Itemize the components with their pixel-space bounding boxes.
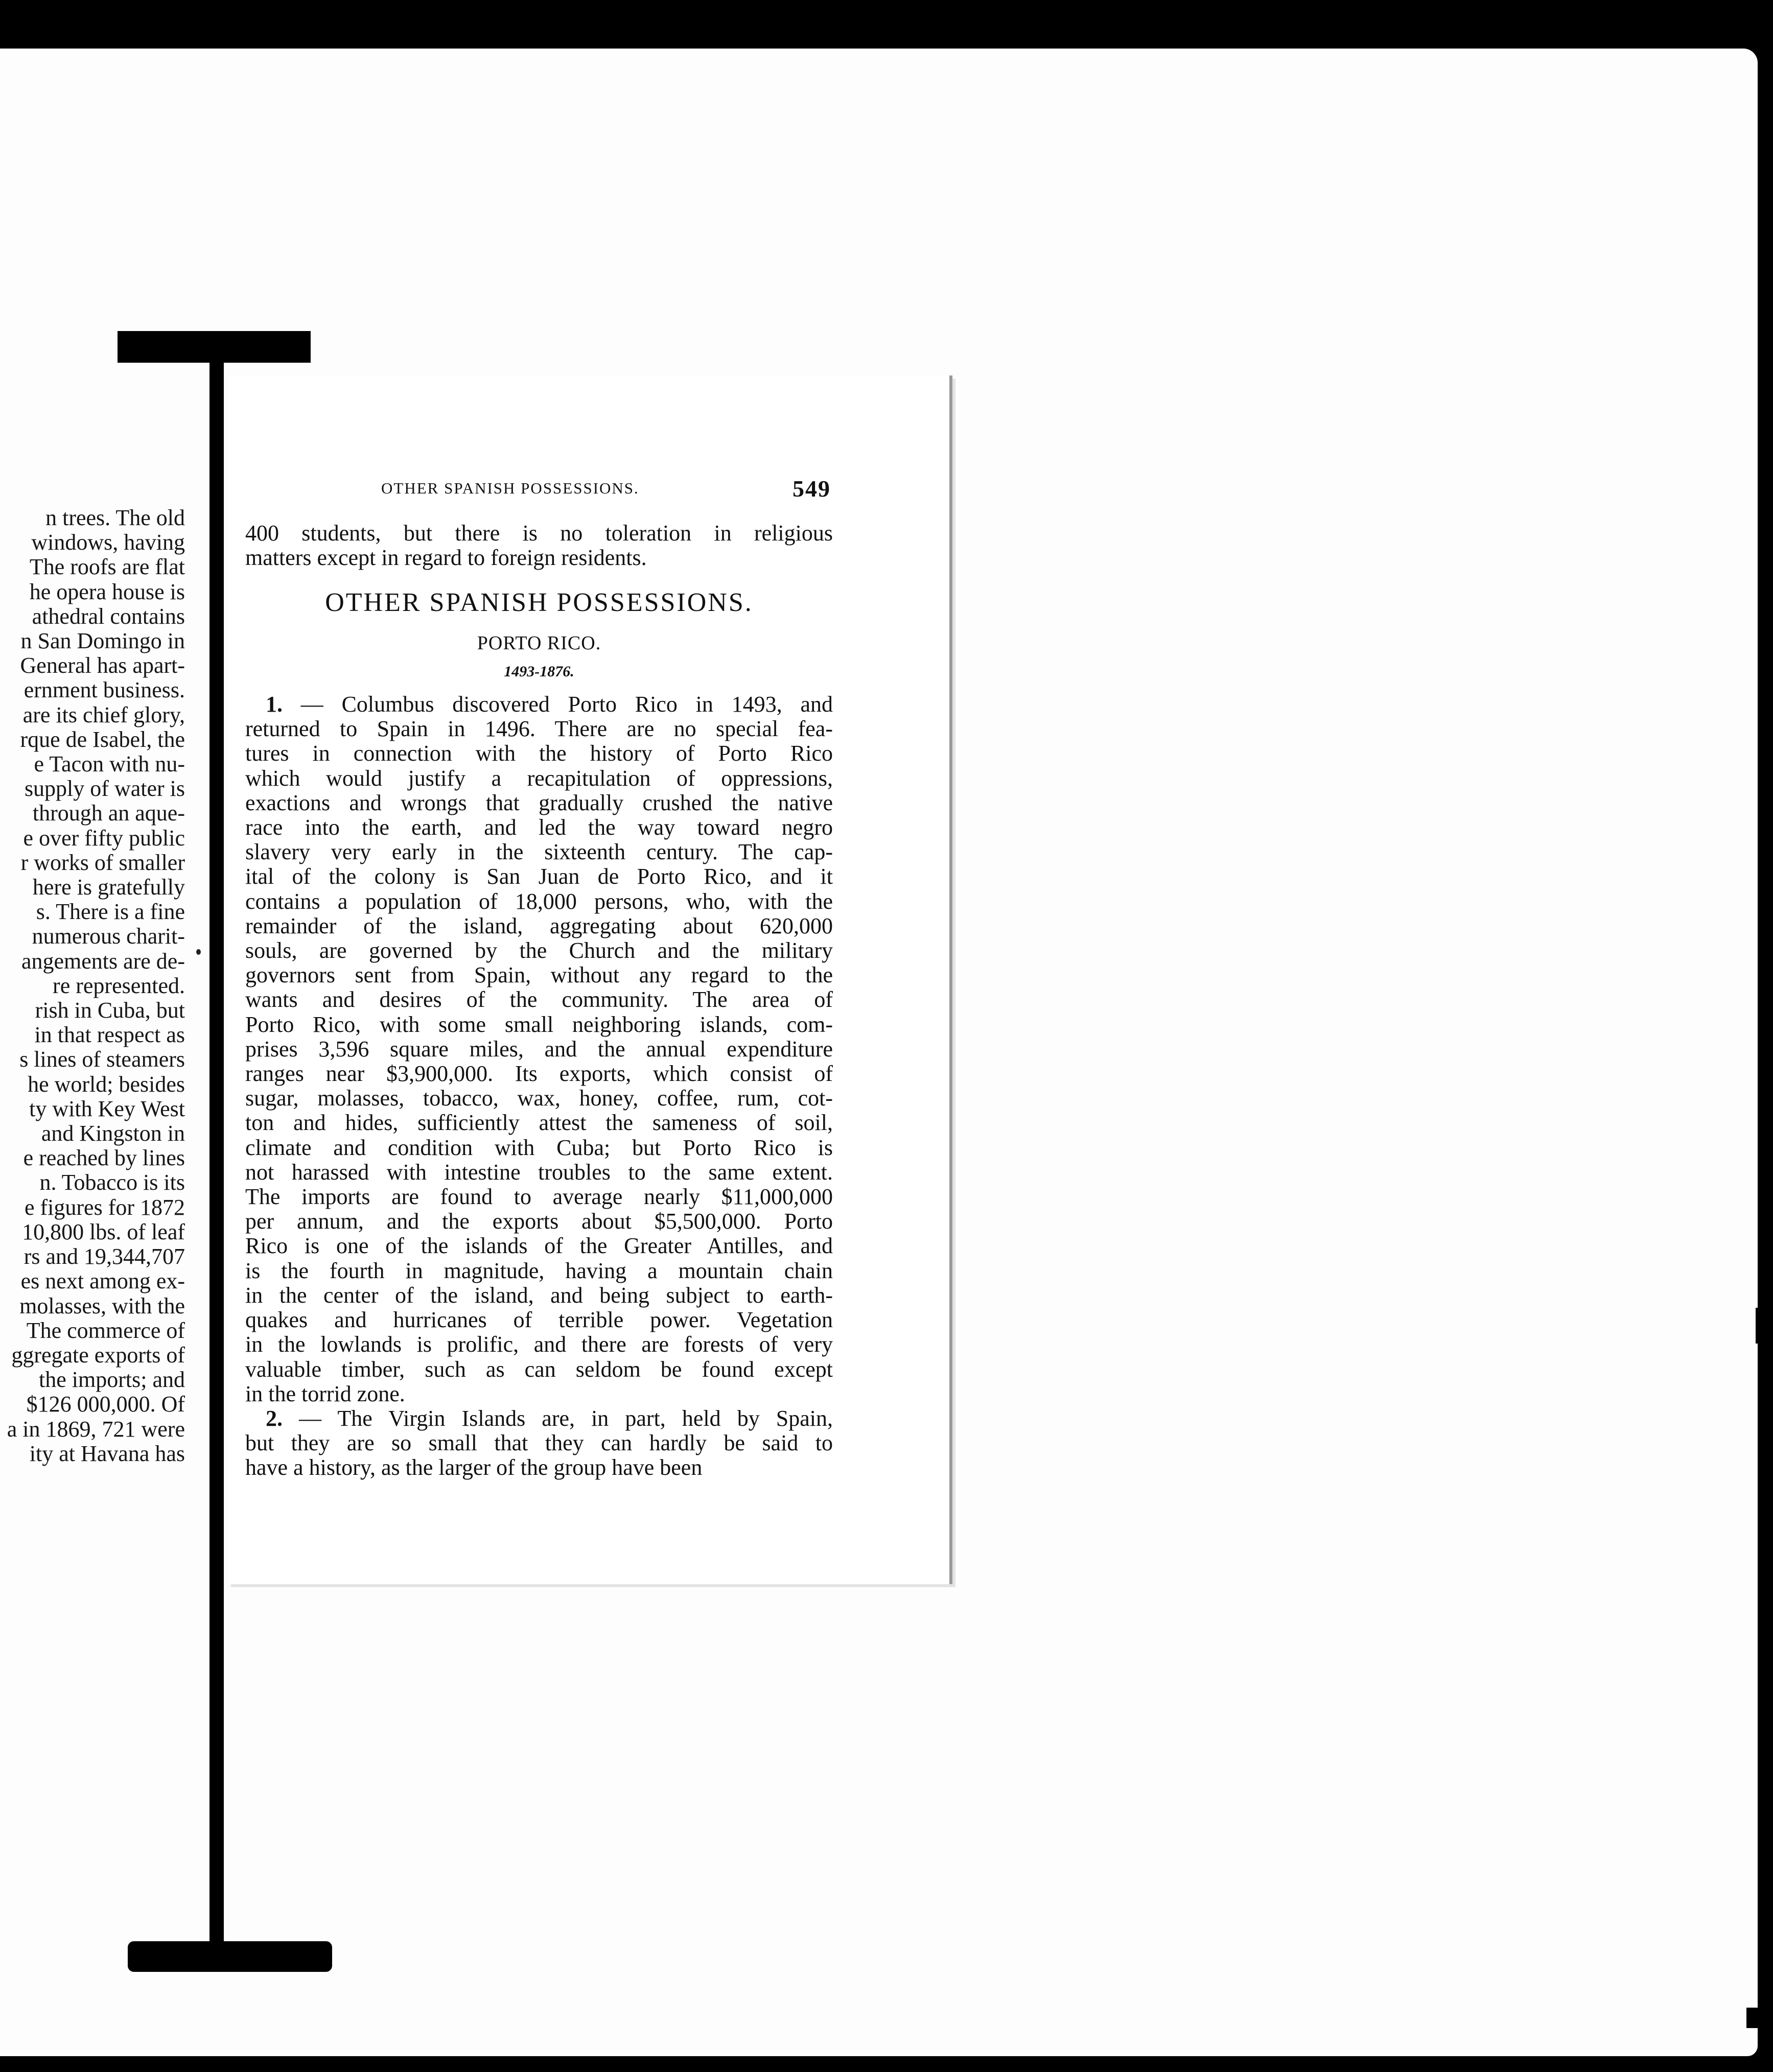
ink-speck bbox=[196, 949, 201, 955]
binding-clamp-bar bbox=[209, 358, 224, 1962]
paragraph-1 bbox=[245, 692, 833, 1406]
section-title: OTHER SPANISH POSSESSIONS. bbox=[325, 588, 753, 618]
date-range: 1493-1876. bbox=[504, 663, 574, 680]
body-line-text: governors sent from Spain, without any regard to the bbox=[245, 962, 833, 988]
previous-page-line: ty with Key West bbox=[29, 1096, 185, 1121]
previous-page-line: r works of smaller bbox=[20, 850, 185, 875]
body-line bbox=[245, 1013, 833, 1037]
body-line-text: Porto Rico, with some small neighboring islands, com- bbox=[245, 1011, 833, 1037]
body-line-text: ton and hides, sufficiently attest the sameness of soil, bbox=[245, 1110, 833, 1136]
body-line bbox=[245, 1062, 833, 1086]
body-line-text: valuable timber, such as can seldom be found except bbox=[245, 1356, 833, 1382]
body-line bbox=[245, 1357, 833, 1382]
previous-page-line: rs and 19,344,707 bbox=[24, 1244, 185, 1269]
binding-clamp-foot bbox=[128, 1941, 332, 1972]
body-line bbox=[245, 766, 833, 791]
previous-page-line: ernment business. bbox=[24, 677, 185, 703]
paragraph-2 bbox=[245, 1406, 833, 1480]
body-line bbox=[245, 864, 833, 889]
body-line-text: — The Virgin Islands are, in part, held by Spain, bbox=[299, 1405, 833, 1431]
previous-page-line: re represented. bbox=[53, 973, 185, 998]
running-head-title: OTHER SPANISH POSSESSIONS. bbox=[381, 479, 639, 497]
scan-edge-mark bbox=[1756, 1308, 1763, 1344]
body-line-text: climate and condition with Cuba; but Porto Rico is bbox=[245, 1135, 833, 1160]
previous-page-line: rque de Isabel, the bbox=[20, 726, 185, 752]
previous-page-line: The commerce of bbox=[26, 1317, 185, 1343]
body-line bbox=[245, 1308, 833, 1332]
body-line bbox=[245, 1382, 833, 1406]
previous-page-line: The roofs are flat bbox=[29, 554, 185, 580]
body-line-text: contains a population of 18,000 persons, who, with the bbox=[245, 888, 833, 914]
previous-page-line: es next among ex- bbox=[20, 1268, 185, 1294]
previous-page-line: e Tacon with nu- bbox=[34, 751, 185, 777]
running-head bbox=[381, 476, 831, 505]
body-line-text: not harassed with intestine troubles to the same extent. bbox=[245, 1159, 833, 1185]
previous-page-line: here is gratefully bbox=[32, 875, 185, 900]
previous-page-line: he world; besides bbox=[28, 1071, 185, 1097]
body-line-text: quakes and hurricanes of terrible power. Vegetation bbox=[245, 1307, 833, 1333]
previous-page-line: are its chief glory, bbox=[22, 702, 185, 727]
body-line-text: exactions and wrongs that gradually crushed the native bbox=[245, 790, 833, 815]
body-line-text: in the torrid zone. bbox=[245, 1381, 405, 1406]
body-line-text: which would justify a recapitulation of oppressions, bbox=[245, 765, 833, 791]
body-line bbox=[245, 840, 833, 864]
body-line-text: remainder of the island, aggregating about 620,000 bbox=[245, 913, 833, 938]
body-line bbox=[245, 1332, 833, 1357]
body-line-text: ranges near $3,900,000. Its exports, which consist of bbox=[245, 1061, 833, 1087]
body-line-text: wants and desires of the community. The area of bbox=[245, 987, 833, 1013]
body-line bbox=[245, 1136, 833, 1160]
previous-page-line: the imports; and bbox=[39, 1367, 185, 1393]
body-line bbox=[245, 1037, 833, 1062]
previous-page-line: in that respect as bbox=[34, 1022, 185, 1048]
body-line-text: is the fourth in magnitude, having a mountain chain bbox=[245, 1258, 833, 1283]
body-line bbox=[245, 1185, 833, 1209]
body-line-text: slavery very early in the sixteenth century. The cap- bbox=[245, 839, 833, 865]
previous-page-line: rish in Cuba, but bbox=[35, 998, 185, 1023]
paragraph-number: 1. bbox=[266, 692, 283, 717]
previous-page-line: numerous charit- bbox=[32, 924, 185, 949]
previous-page-line: s. There is a fine bbox=[36, 899, 185, 925]
body-line-text: prises 3,596 square miles, and the annual expenditure bbox=[245, 1036, 833, 1062]
body-line bbox=[245, 1086, 833, 1111]
body-line bbox=[245, 791, 833, 815]
body-line bbox=[245, 987, 833, 1012]
body-line: 400 students, but there is no toleration in religious bbox=[245, 521, 833, 546]
previous-page-line: $126 000,000. Of bbox=[26, 1392, 185, 1417]
subsection-title: PORTO RICO. bbox=[477, 632, 601, 654]
scan-corner-mark bbox=[1746, 2008, 1762, 2028]
page-number: 549 bbox=[792, 476, 831, 502]
body-line bbox=[245, 889, 833, 914]
body-line bbox=[245, 1259, 833, 1283]
body-line bbox=[245, 963, 833, 987]
previous-page-line: molasses, with the bbox=[19, 1293, 185, 1318]
previous-page-line: windows, having bbox=[31, 530, 185, 555]
previous-page-line: through an aque- bbox=[32, 800, 185, 826]
previous-page-line: ggregate exports of bbox=[11, 1342, 185, 1368]
body-line bbox=[245, 815, 833, 840]
previous-page-line: General has apart- bbox=[20, 653, 185, 678]
previous-page-line: and Kingston in bbox=[41, 1121, 185, 1146]
body-line bbox=[245, 914, 833, 938]
body-line-text: The imports are found to average nearly $11,000,000 bbox=[245, 1184, 833, 1210]
previous-page-line: n San Domingo in bbox=[20, 628, 185, 654]
previous-page-line: angements are de- bbox=[21, 948, 185, 974]
body-line bbox=[245, 1209, 833, 1234]
body-line-text: — Columbus discovered Porto Rico in 1493, and bbox=[300, 692, 833, 717]
body-line-text: have a history, as the larger of the group have been bbox=[245, 1455, 703, 1480]
body-line-text: ital of the colony is San Juan de Porto Rico, and it bbox=[245, 864, 833, 889]
body-line bbox=[245, 1160, 833, 1185]
body-line bbox=[245, 741, 833, 766]
body-line bbox=[245, 1234, 833, 1258]
body-line bbox=[245, 1431, 833, 1455]
previous-page-line: s lines of steamers bbox=[19, 1047, 185, 1072]
previous-page-line: he opera house is bbox=[29, 579, 185, 604]
body-line bbox=[245, 717, 833, 741]
previous-page-line: athedral contains bbox=[32, 603, 185, 629]
previous-page-line: e figures for 1872 bbox=[24, 1194, 185, 1220]
body-line-text: sugar, molasses, tobacco, wax, honey, coffee, rum, cot- bbox=[245, 1086, 833, 1111]
previous-page-line: a in 1869, 721 were bbox=[7, 1416, 185, 1442]
previous-page-line: n. Tobacco is its bbox=[39, 1170, 185, 1195]
body-line-text: in the lowlands is prolific, and there are forests of very bbox=[245, 1332, 833, 1357]
previous-page-line: n trees. The old bbox=[45, 506, 185, 530]
body-line-text: souls, are governed by the Church and the military bbox=[245, 938, 833, 963]
previous-page-line: e over fifty public bbox=[23, 825, 185, 851]
body-line: matters except in regard to foreign residents. bbox=[245, 545, 647, 571]
page-body bbox=[245, 521, 833, 1480]
body-line-text: but they are so small that they can hardly be said to bbox=[245, 1430, 833, 1456]
previous-page-line: supply of water is bbox=[24, 776, 185, 802]
previous-page-line: 10,800 lbs. of leaf bbox=[22, 1219, 185, 1244]
body-line-text: race into the earth, and led the way toward negro bbox=[245, 815, 833, 840]
paragraph-number: 2. bbox=[266, 1405, 283, 1431]
body-line-text: Rico is one of the islands of the Greater Antilles, and bbox=[245, 1233, 833, 1259]
page-edge bbox=[949, 375, 952, 1584]
body-line bbox=[245, 1455, 833, 1480]
body-line bbox=[245, 1406, 833, 1431]
body-line-text: in the center of the island, and being subject to earth- bbox=[245, 1282, 833, 1308]
body-line-text: per annum, and the exports about $5,500,000. Porto bbox=[245, 1209, 833, 1234]
body-line bbox=[245, 1283, 833, 1308]
previous-page-line: e reached by lines bbox=[23, 1145, 185, 1171]
body-line-text: tures in connection with the history of Porto Rico bbox=[245, 741, 833, 766]
body-line bbox=[245, 692, 833, 717]
opening-lines bbox=[245, 521, 833, 570]
body-line bbox=[245, 938, 833, 963]
previous-page-fragment bbox=[0, 506, 185, 1492]
body-line bbox=[245, 1111, 833, 1135]
body-line-text: returned to Spain in 1496. There are no special fea- bbox=[245, 716, 833, 742]
previous-page-line: ity at Havana has bbox=[29, 1441, 185, 1466]
